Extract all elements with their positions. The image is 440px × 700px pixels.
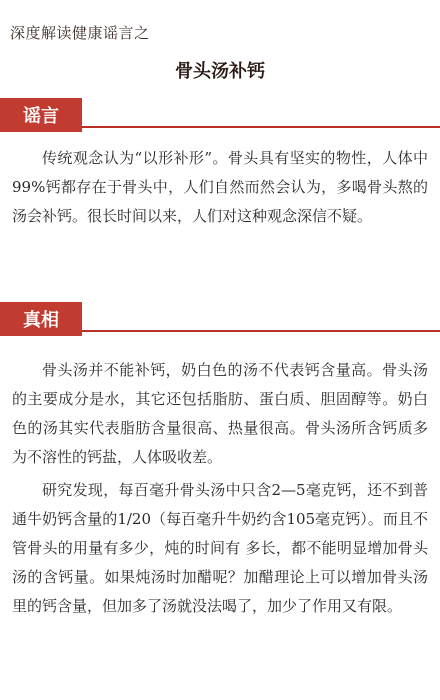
series-title: 深度解读健康谣言之 <box>10 24 150 42</box>
truth-label: 真相 <box>0 302 82 336</box>
truth-paragraph-1: 骨头汤并不能补钙，奶白色的汤不代表钙含量高。骨头汤的主要成分是水，其它还包括脂肪、蛋白质、胆固醇等。奶白色的汤其实代表脂肪含量很高、热量很高。骨头汤所含钙质多为不溶性的钙盐，人体吸收差。 <box>12 361 428 466</box>
truth-section-header <box>0 302 440 336</box>
rumor-paragraph: 传统观念认为“以形补形”。骨头具有坚实的物性，人体中99%钙都存在于骨头中，人们自然而然会认为，多喝骨头熬的汤会补钙。很长时间以来，人们对这种观念深信不疑。 <box>12 149 428 225</box>
rumor-section-header <box>0 98 440 132</box>
page-title: 骨头汤补钙 <box>175 61 265 82</box>
rumor-label: 谣言 <box>0 98 82 132</box>
truth-paragraph-2: 研究发现，每百毫升骨头汤中只含2—5毫克钙，还不到普通牛奶钙含量的1/20（每百毫升牛奶约含105毫克钙）。而且不管骨头的用量有多少，炖的时间有 多长，都不能明显增加骨头汤的含钙量。如果炖汤时加醋呢？加醋理论上可以增加骨头汤里的钙含量，但加多了汤就没法喝了，加少了作用又有限。 <box>12 481 428 615</box>
